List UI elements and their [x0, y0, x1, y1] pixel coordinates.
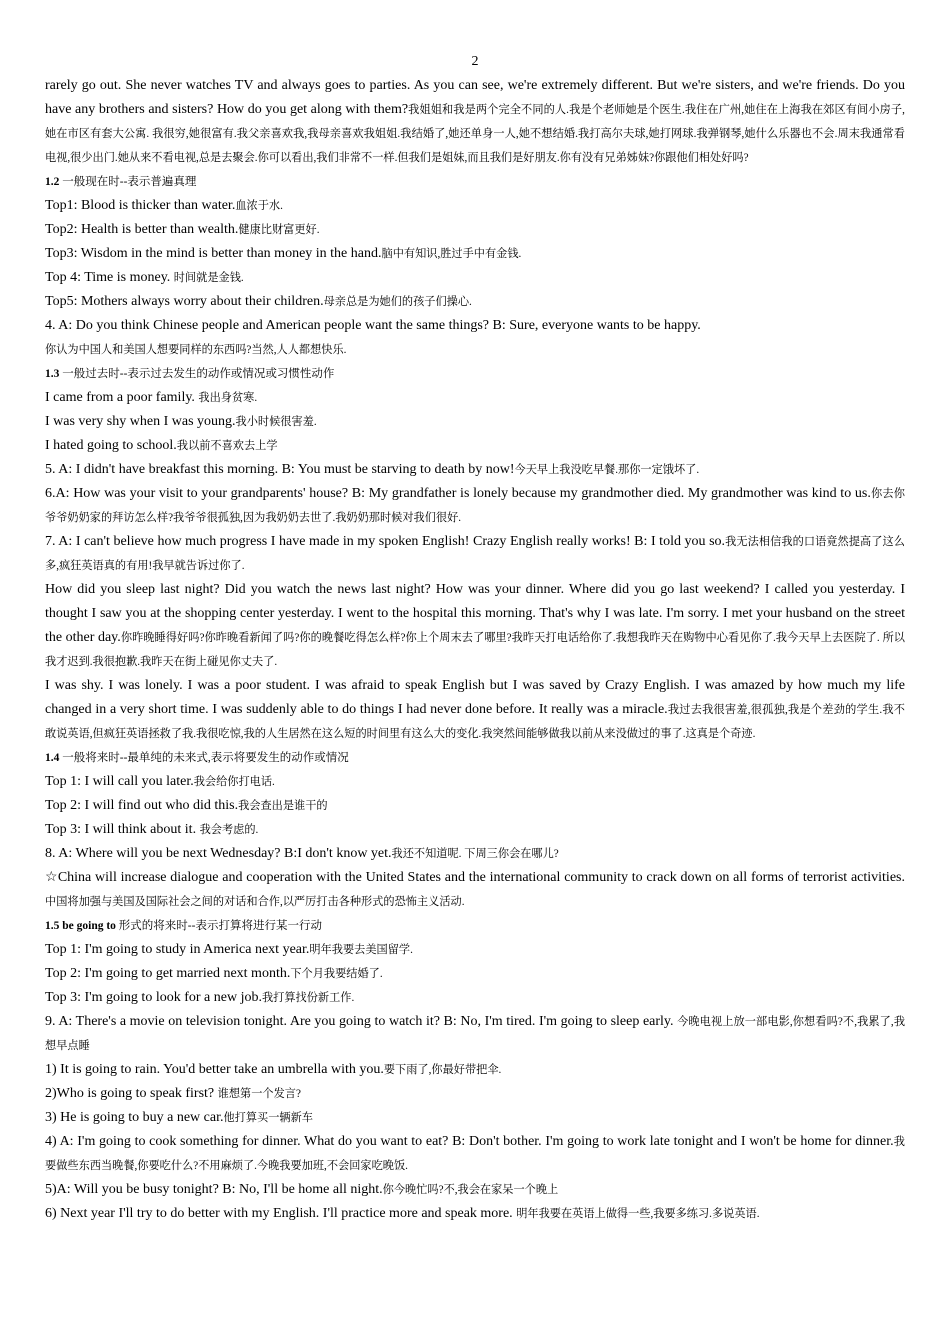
english-text: 1) It is going to rain. You'd better take an umbrella with you.: [45, 1062, 384, 1077]
page-number: 2: [471, 54, 479, 69]
english-text: Top 2: I'm going to get married next month.: [45, 966, 291, 981]
paragraph: [45, 1058, 905, 1082]
paragraph: [45, 986, 905, 1010]
english-text: Top5: Mothers always worry about their children.: [45, 294, 324, 309]
english-text: Top 1: I will call you later.: [45, 774, 194, 789]
chinese-translation: 我还不知道呢. 下周三你会在哪儿?: [391, 848, 559, 860]
chinese-translation: 他打算买一辆新车: [223, 1112, 313, 1124]
paragraph: [45, 530, 905, 578]
chinese-translation: 母亲总是为她们的孩子们操心.: [323, 296, 472, 308]
english-text: Top 4: Time is money.: [45, 270, 174, 285]
chinese-translation: 我会查出是谁干的: [238, 800, 328, 812]
chinese-translation: 脑中有知识,胜过手中有金钱.: [381, 248, 522, 260]
english-text: 3) He is going to buy a new car.: [45, 1110, 224, 1125]
paragraph: [45, 938, 905, 962]
paragraph: [45, 794, 905, 818]
paragraph: [45, 962, 905, 986]
english-text: 7. A: I can't believe how much progress I have made in my spoken English! Crazy English really works! B: I told you so.: [45, 534, 726, 549]
english-text: I was very shy when I was young.: [45, 414, 236, 429]
paragraph: [45, 482, 905, 530]
chinese-translation: 我会给你打电话.: [193, 776, 275, 788]
english-text: I hated going to school.: [45, 438, 177, 453]
chinese-translation: 时间就是金钱.: [173, 272, 244, 284]
paragraph: [45, 410, 905, 434]
paragraph: [45, 218, 905, 242]
paragraph: [45, 314, 905, 338]
english-text: 6) Next year I'll try to do better with my English. I'll practice more and speak more.: [45, 1206, 517, 1221]
chinese-translation: 我会考虑的.: [199, 824, 259, 836]
paragraph: [45, 1010, 905, 1058]
chinese-translation: 谁想第一个发言?: [217, 1088, 301, 1100]
paragraph: [45, 1178, 905, 1202]
chinese-translation: 你认为中国人和美国人想要同样的东西吗?当然,人人都想快乐.: [45, 344, 347, 356]
section-number: 1.3: [45, 368, 60, 380]
section-title: 形式的将来时--表示打算将进行某一行动: [115, 920, 322, 932]
paragraph: [45, 266, 905, 290]
chinese-translation: 你今晚忙吗?不,我会在家呆一个晚上: [382, 1184, 559, 1196]
english-text: I was shy. I was lonely. I was a poor student. I was afraid to speak English but I was saved by Crazy English. I was amazed by how much my life changed in a very short time. I was suddenly able to do things I had never done before. It really was a miracle.: [45, 678, 905, 717]
english-text: I came from a poor family.: [45, 390, 199, 405]
section-number: 1.4: [45, 752, 60, 764]
chinese-translation: 我出身贫寒.: [198, 392, 258, 404]
paragraph: [45, 866, 905, 914]
document-body: [45, 74, 905, 1226]
section-heading: [45, 170, 905, 194]
paragraph: [45, 434, 905, 458]
paragraph: [45, 1202, 905, 1226]
paragraph: [45, 290, 905, 314]
paragraph: [45, 578, 905, 674]
chinese-translation: 明年我要在英语上做得一些,我要多练习.多说英语.: [516, 1208, 760, 1220]
english-text: 8. A: Where will you be next Wednesday? B:I don't know yet.: [45, 846, 392, 861]
paragraph: [45, 770, 905, 794]
section-title: 一般现在时--表示普遍真理: [59, 176, 197, 188]
section-title: 一般过去时--表示过去发生的动作或情况或习惯性动作: [59, 368, 335, 380]
chinese-translation: 今晚电视上放一部电影,你想看吗?不,我累了,我想早点睡: [45, 1016, 906, 1052]
chinese-translation: 我过去我很害羞,很孤独,我是个差劲的学生.我不敢说英语,但疯狂英语拯救了我.我很吃惊,我的人生居然在这么短的时间里有这么大的变化.我突然间能够做我以前从来没做过的事了.这真是个奇迹.: [45, 704, 905, 740]
english-text: 5)A: Will you be busy tonight? B: No, I'll be home all night.: [45, 1182, 383, 1197]
english-text: 2)Who is going to speak first?: [45, 1086, 218, 1101]
english-text: 5. A: I didn't have breakfast this morning. B: You must be starving to death by now!: [45, 462, 515, 477]
chinese-translation: 我要做些东西当晚餐,你要吃什么?不用麻烦了.今晚我要加班,不会回家吃晚饭.: [45, 1136, 905, 1172]
chinese-translation: 我小时候很害羞.: [235, 416, 317, 428]
paragraph: [45, 674, 905, 746]
english-text: Top 3: I'm going to look for a new job.: [45, 990, 262, 1005]
english-text: Top 1: I'm going to study in America next year.: [45, 942, 310, 957]
chinese-translation: 血浓于水.: [235, 200, 283, 212]
chinese-translation: 下个月我要结婚了.: [290, 968, 383, 980]
chinese-translation: 我姐姐和我是两个完全不同的人.我是个老师她是个医生.我住在广州,她住在上海我在郊区有间小房子,她在市区有套大公寓. 我很穷,她很富有.我父亲喜欢我,我母亲喜欢我姐姐.我结婚了,她还单身一人,她不想结婚.我打高尔夫球,她打网球.我弹钢琴,她什么乐器也不会.周末我通常看电视,很少出门.她从来不看电视,总是去聚会.你可以看出,我们非常不一样.但我们是姐妹,而且我们是好朋友.你有没有兄弟姊妹?你跟他们相处好吗?: [45, 104, 905, 164]
section-heading: [45, 362, 905, 386]
section-number: 1.2: [45, 176, 60, 188]
english-text: rarely go out. She never watches TV and always goes to parties. As you can see, we're extremely different. But we're sisters, and we're friends. Do you have any brothers and sisters? How do you get along with them?: [45, 78, 905, 117]
chinese-translation: 我打算找份新工作.: [261, 992, 355, 1004]
paragraph: [45, 1130, 905, 1178]
paragraph: [45, 818, 905, 842]
section-heading: [45, 746, 905, 770]
english-text: Top 2: I will find out who did this.: [45, 798, 239, 813]
paragraph: [45, 458, 905, 482]
english-text: Top2: Health is better than wealth.: [45, 222, 239, 237]
chinese-translation: 今天早上我没吃早餐.那你一定饿坏了.: [514, 464, 700, 476]
section-title: 一般将来时--最单纯的未来式,表示将要发生的动作或情况: [59, 752, 349, 764]
english-text: Top 3: I will think about it.: [45, 822, 200, 837]
paragraph: [45, 242, 905, 266]
english-text: How did you sleep last night? Did you watch the news last night? How was your dinner. Where did you go last weekend? I called you yesterday. I thought I saw you at the shopping center yesterday. I went to the hospital this morning. That's why I was late. I'm sorry. I met your husband on the street the other day.: [45, 582, 905, 645]
english-text: Top1: Blood is thicker than water.: [45, 198, 236, 213]
paragraph: [45, 1082, 905, 1106]
english-text: 4. A: Do you think Chinese people and American people want the same things? B: Sure, everyone wants to be happy.: [45, 318, 701, 333]
paragraph: [45, 194, 905, 218]
paragraph: [45, 386, 905, 410]
english-text: 6.A: How was your visit to your grandparents' house? B: My grandfather is lonely because my grandmother died. My grandmother was kind to us.: [45, 486, 871, 501]
english-text: Top3: Wisdom in the mind is better than money in the hand.: [45, 246, 382, 261]
chinese-translation: 健康比财富更好.: [238, 224, 320, 236]
paragraph: [45, 74, 905, 170]
chinese-translation: 要下雨了,你最好带把伞.: [383, 1064, 502, 1076]
chinese-translation: 你去你爷爷奶奶家的拜访怎么样?我爷爷很孤独,因为我奶奶去世了.我奶奶那时候对我们很好.: [45, 488, 905, 524]
chinese-translation: 你昨晚睡得好吗?你昨晚看新闻了吗?你的晚餐吃得怎么样?你上个周末去了哪里?我昨天打电话给你了.我想我昨天在购物中心看见你了.我今天早上去医院了. 所以我才迟到.我很抱歉.我昨天在街上碰见你丈夫了.: [45, 632, 905, 668]
chinese-translation: 我以前不喜欢去上学: [176, 440, 278, 452]
paragraph: [45, 338, 905, 362]
chinese-translation: 我无法相信我的口语竟然提高了这么多,疯狂英语真的有用!我早就告诉过你了.: [45, 536, 905, 572]
english-text: 4) A: I'm going to cook something for dinner. What do you want to eat? B: Don't bother. I'm going to work late tonight and I won't be home for dinner.: [45, 1134, 894, 1149]
paragraph: [45, 842, 905, 866]
english-text: ☆China will increase dialogue and cooperation with the United States and the international community to crack down on all forms of terrorist activities.: [45, 870, 905, 885]
paragraph: [45, 1106, 905, 1130]
section-number: 1.5 be going to: [45, 920, 116, 932]
english-text: 9. A: There's a movie on television tonight. Are you going to watch it? B: No, I'm tired. I'm going to sleep early.: [45, 1014, 678, 1029]
section-heading: [45, 914, 905, 938]
chinese-translation: 中国将加强与美国及国际社会之间的对话和合作,以严厉打击各种形式的恐怖主义活动.: [45, 896, 465, 908]
chinese-translation: 明年我要去美国留学.: [309, 944, 413, 956]
